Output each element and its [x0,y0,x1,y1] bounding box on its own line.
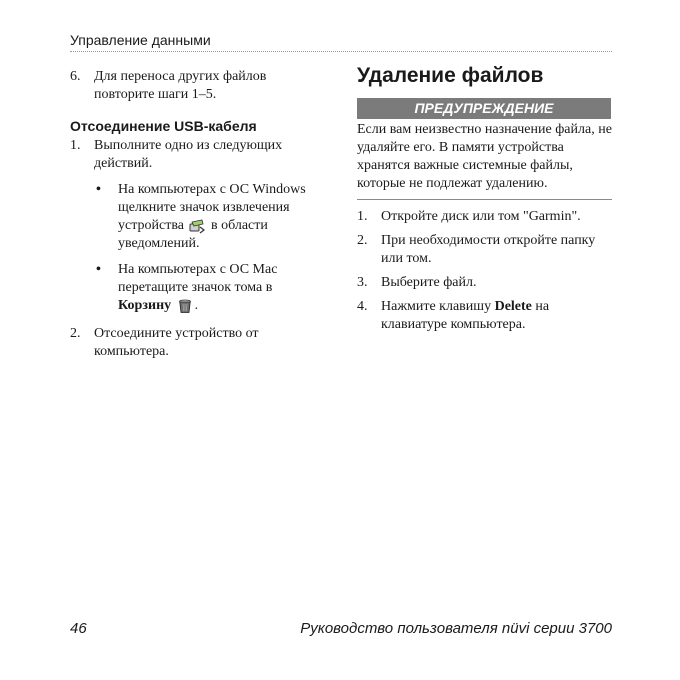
trash-icon [177,298,193,314]
item-text: Отсоедините устройство от компьютера. [94,326,259,359]
item-text-before: Нажмите клавишу [381,299,492,314]
warning-label: ПРЕДУПРЕЖДЕНИЕ [357,98,611,119]
section-subheading: Отсоединение USB-кабеля [70,118,257,134]
item-text: При необходимости откройте папку или том. [381,233,596,266]
bullet-text [118,261,320,315]
item-number: 2. [357,233,368,248]
bullet-item [96,261,320,315]
item-text: Для переноса других файлов повторите шаги 1–5. [94,69,267,102]
list-item [70,325,320,361]
key-name: Delete [494,299,532,314]
eject-device-icon [189,218,205,234]
bullet-mark: • [96,182,101,197]
bullet-text-after: . [194,298,199,313]
section-title: Удаление файлов [357,64,544,87]
item-text-after: на клавиатуре компьютера. [381,299,550,332]
trash-label: Корзину [118,298,172,313]
item-number: 3. [357,275,368,290]
item-text: Откройте диск или том "Garmin". [381,209,581,224]
list-item [357,274,612,292]
footer-title: Руководство пользователя nüvi серии 3700 [300,620,612,637]
bullet-item [96,181,320,253]
left-column [70,68,320,367]
header-title: Управление данными [70,32,211,48]
page-number: 46 [70,620,87,637]
item-text: Выберите файл. [381,275,477,290]
bullet-list [96,181,320,315]
item-number: 4. [357,299,368,314]
item-number: 2. [70,326,81,341]
list-item [70,68,320,104]
list-item [70,137,320,173]
bullet-text-after: в области уведомлений. [118,218,268,251]
bullet-text-before: На компьютерах с ОС Mac перетащите значок тома в [118,262,278,295]
list-item [357,208,612,226]
bullet-text [118,181,320,253]
page-header [70,32,612,52]
warning-text: Если вам неизвестно назначение файла, не удаляйте его. В памяти устройства хранятся важные системные файлы, которые не подлежат удалению. [357,119,612,200]
item-text: Выполните одно из следующих действий. [94,138,283,171]
right-column [357,64,612,340]
item-number: 6. [70,69,81,84]
list-item [357,298,612,334]
bullet-mark: • [96,262,101,277]
item-number: 1. [70,138,81,153]
item-text [381,298,612,334]
item-number: 1. [357,209,368,224]
list-item [357,232,612,268]
bullet-text-before: На компьютерах с ОС Windows щелкните значок извлечения устройства [118,182,306,233]
